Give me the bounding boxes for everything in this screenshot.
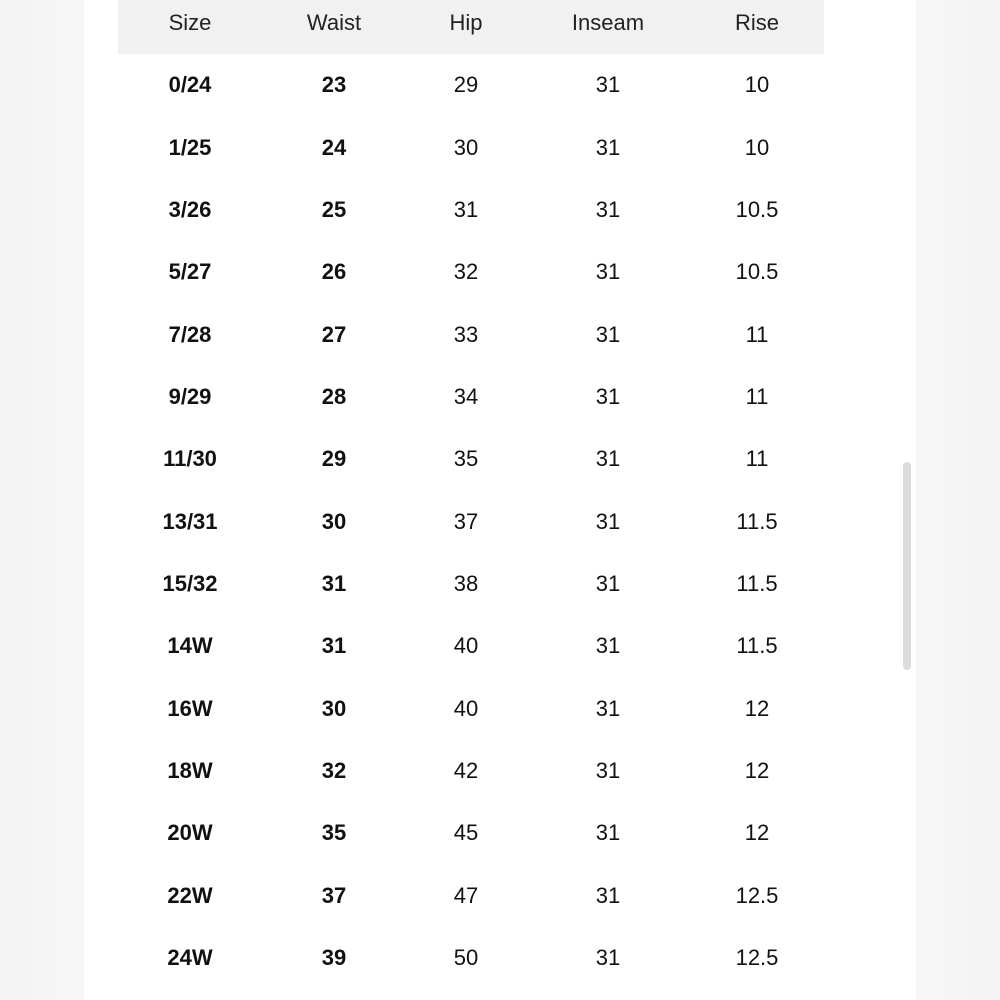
cell-waist: 39	[321, 944, 347, 970]
cell-size: 20W	[167, 820, 213, 846]
cell-rise: 11	[745, 321, 769, 347]
table-row	[118, 54, 824, 116]
cell-hip: 38	[453, 570, 479, 596]
cell-waist: 29	[321, 446, 347, 472]
table-row	[118, 241, 824, 303]
table-row	[118, 490, 824, 552]
cell-waist: 31	[321, 570, 347, 596]
table-row	[118, 740, 824, 802]
table-row	[118, 116, 824, 178]
cell-waist: 37	[321, 882, 347, 908]
cell-size: 1/25	[168, 134, 212, 160]
cell-inseam: 31	[595, 820, 621, 846]
cell-hip: 30	[453, 134, 479, 160]
cell-size: 14W	[167, 633, 213, 659]
column-header-inseam: Inseam	[571, 10, 645, 35]
cell-size: 11/30	[163, 446, 217, 472]
table-row	[118, 864, 824, 926]
cell-inseam: 31	[595, 196, 621, 222]
size-chart-table	[118, 0, 824, 989]
cell-rise: 10.5	[735, 259, 779, 285]
column-header-waist: Waist	[306, 10, 362, 35]
cell-waist: 30	[321, 508, 347, 534]
cell-waist: 30	[321, 695, 347, 721]
cell-hip: 37	[453, 508, 479, 534]
cell-inseam: 31	[595, 882, 621, 908]
right-margin	[916, 0, 1000, 1000]
cell-waist: 26	[321, 259, 347, 285]
cell-waist: 24	[321, 134, 347, 160]
table-row	[118, 179, 824, 241]
cell-hip: 31	[453, 196, 479, 222]
cell-rise: 12.5	[735, 882, 779, 908]
cell-size: 22W	[167, 882, 213, 908]
cell-rise: 11.5	[736, 633, 778, 659]
table-row	[118, 366, 824, 428]
cell-hip: 32	[453, 259, 479, 285]
table-header-row	[118, 0, 824, 54]
cell-rise: 11	[745, 383, 769, 409]
cell-size: 5/27	[168, 259, 212, 285]
cell-inseam: 31	[595, 72, 621, 98]
table-row	[118, 677, 824, 739]
column-header-hip: Hip	[449, 10, 483, 35]
cell-size: 13/31	[162, 508, 218, 534]
cell-inseam: 31	[595, 757, 621, 783]
cell-hip: 40	[453, 633, 479, 659]
cell-rise: 10.5	[735, 196, 779, 222]
cell-rise: 12	[744, 820, 770, 846]
cell-inseam: 31	[595, 570, 621, 596]
cell-hip: 50	[453, 944, 479, 970]
cell-inseam: 31	[595, 383, 621, 409]
cell-waist: 28	[321, 383, 347, 409]
cell-size: 15/32	[162, 570, 218, 596]
cell-inseam: 31	[595, 134, 621, 160]
table-row	[118, 428, 824, 490]
cell-inseam: 31	[595, 446, 621, 472]
cell-hip: 45	[453, 820, 479, 846]
table-row	[118, 802, 824, 864]
cell-size: 0/24	[168, 72, 212, 98]
cell-rise: 12	[744, 757, 770, 783]
column-header-size: Size	[168, 10, 212, 35]
cell-waist: 25	[321, 196, 347, 222]
cell-waist: 23	[321, 72, 347, 98]
cell-rise: 12.5	[735, 944, 779, 970]
cell-waist: 27	[321, 321, 347, 347]
table-row	[118, 615, 824, 677]
cell-hip: 47	[453, 882, 479, 908]
cell-inseam: 31	[595, 321, 621, 347]
cell-hip: 34	[453, 383, 479, 409]
cell-size: 18W	[167, 757, 213, 783]
cell-hip: 35	[453, 446, 479, 472]
cell-size: 9/29	[168, 383, 212, 409]
cell-hip: 42	[453, 757, 479, 783]
cell-hip: 40	[453, 695, 479, 721]
cell-hip: 29	[453, 72, 479, 98]
cell-waist: 32	[321, 757, 347, 783]
cell-waist: 31	[321, 633, 347, 659]
cell-rise: 12	[744, 695, 770, 721]
scrollbar-thumb[interactable]	[903, 462, 911, 670]
cell-size: 7/28	[168, 321, 212, 347]
table-body	[118, 54, 824, 989]
cell-inseam: 31	[595, 633, 621, 659]
cell-inseam: 31	[595, 695, 621, 721]
cell-rise: 11.5	[736, 508, 778, 534]
left-margin	[0, 0, 84, 1000]
cell-rise: 11.5	[736, 570, 778, 596]
table-row	[118, 927, 824, 989]
cell-rise: 10	[744, 72, 770, 98]
cell-inseam: 31	[595, 508, 621, 534]
cell-size: 3/26	[168, 196, 212, 222]
cell-rise: 11	[745, 446, 769, 472]
column-header-rise: Rise	[734, 10, 779, 35]
table-row	[118, 303, 824, 365]
cell-rise: 10	[744, 134, 770, 160]
cell-inseam: 31	[595, 259, 621, 285]
cell-size: 16W	[167, 695, 213, 721]
cell-hip: 33	[453, 321, 479, 347]
cell-size: 24W	[167, 944, 213, 970]
cell-inseam: 31	[595, 944, 621, 970]
cell-waist: 35	[321, 820, 347, 846]
table-row	[118, 553, 824, 615]
